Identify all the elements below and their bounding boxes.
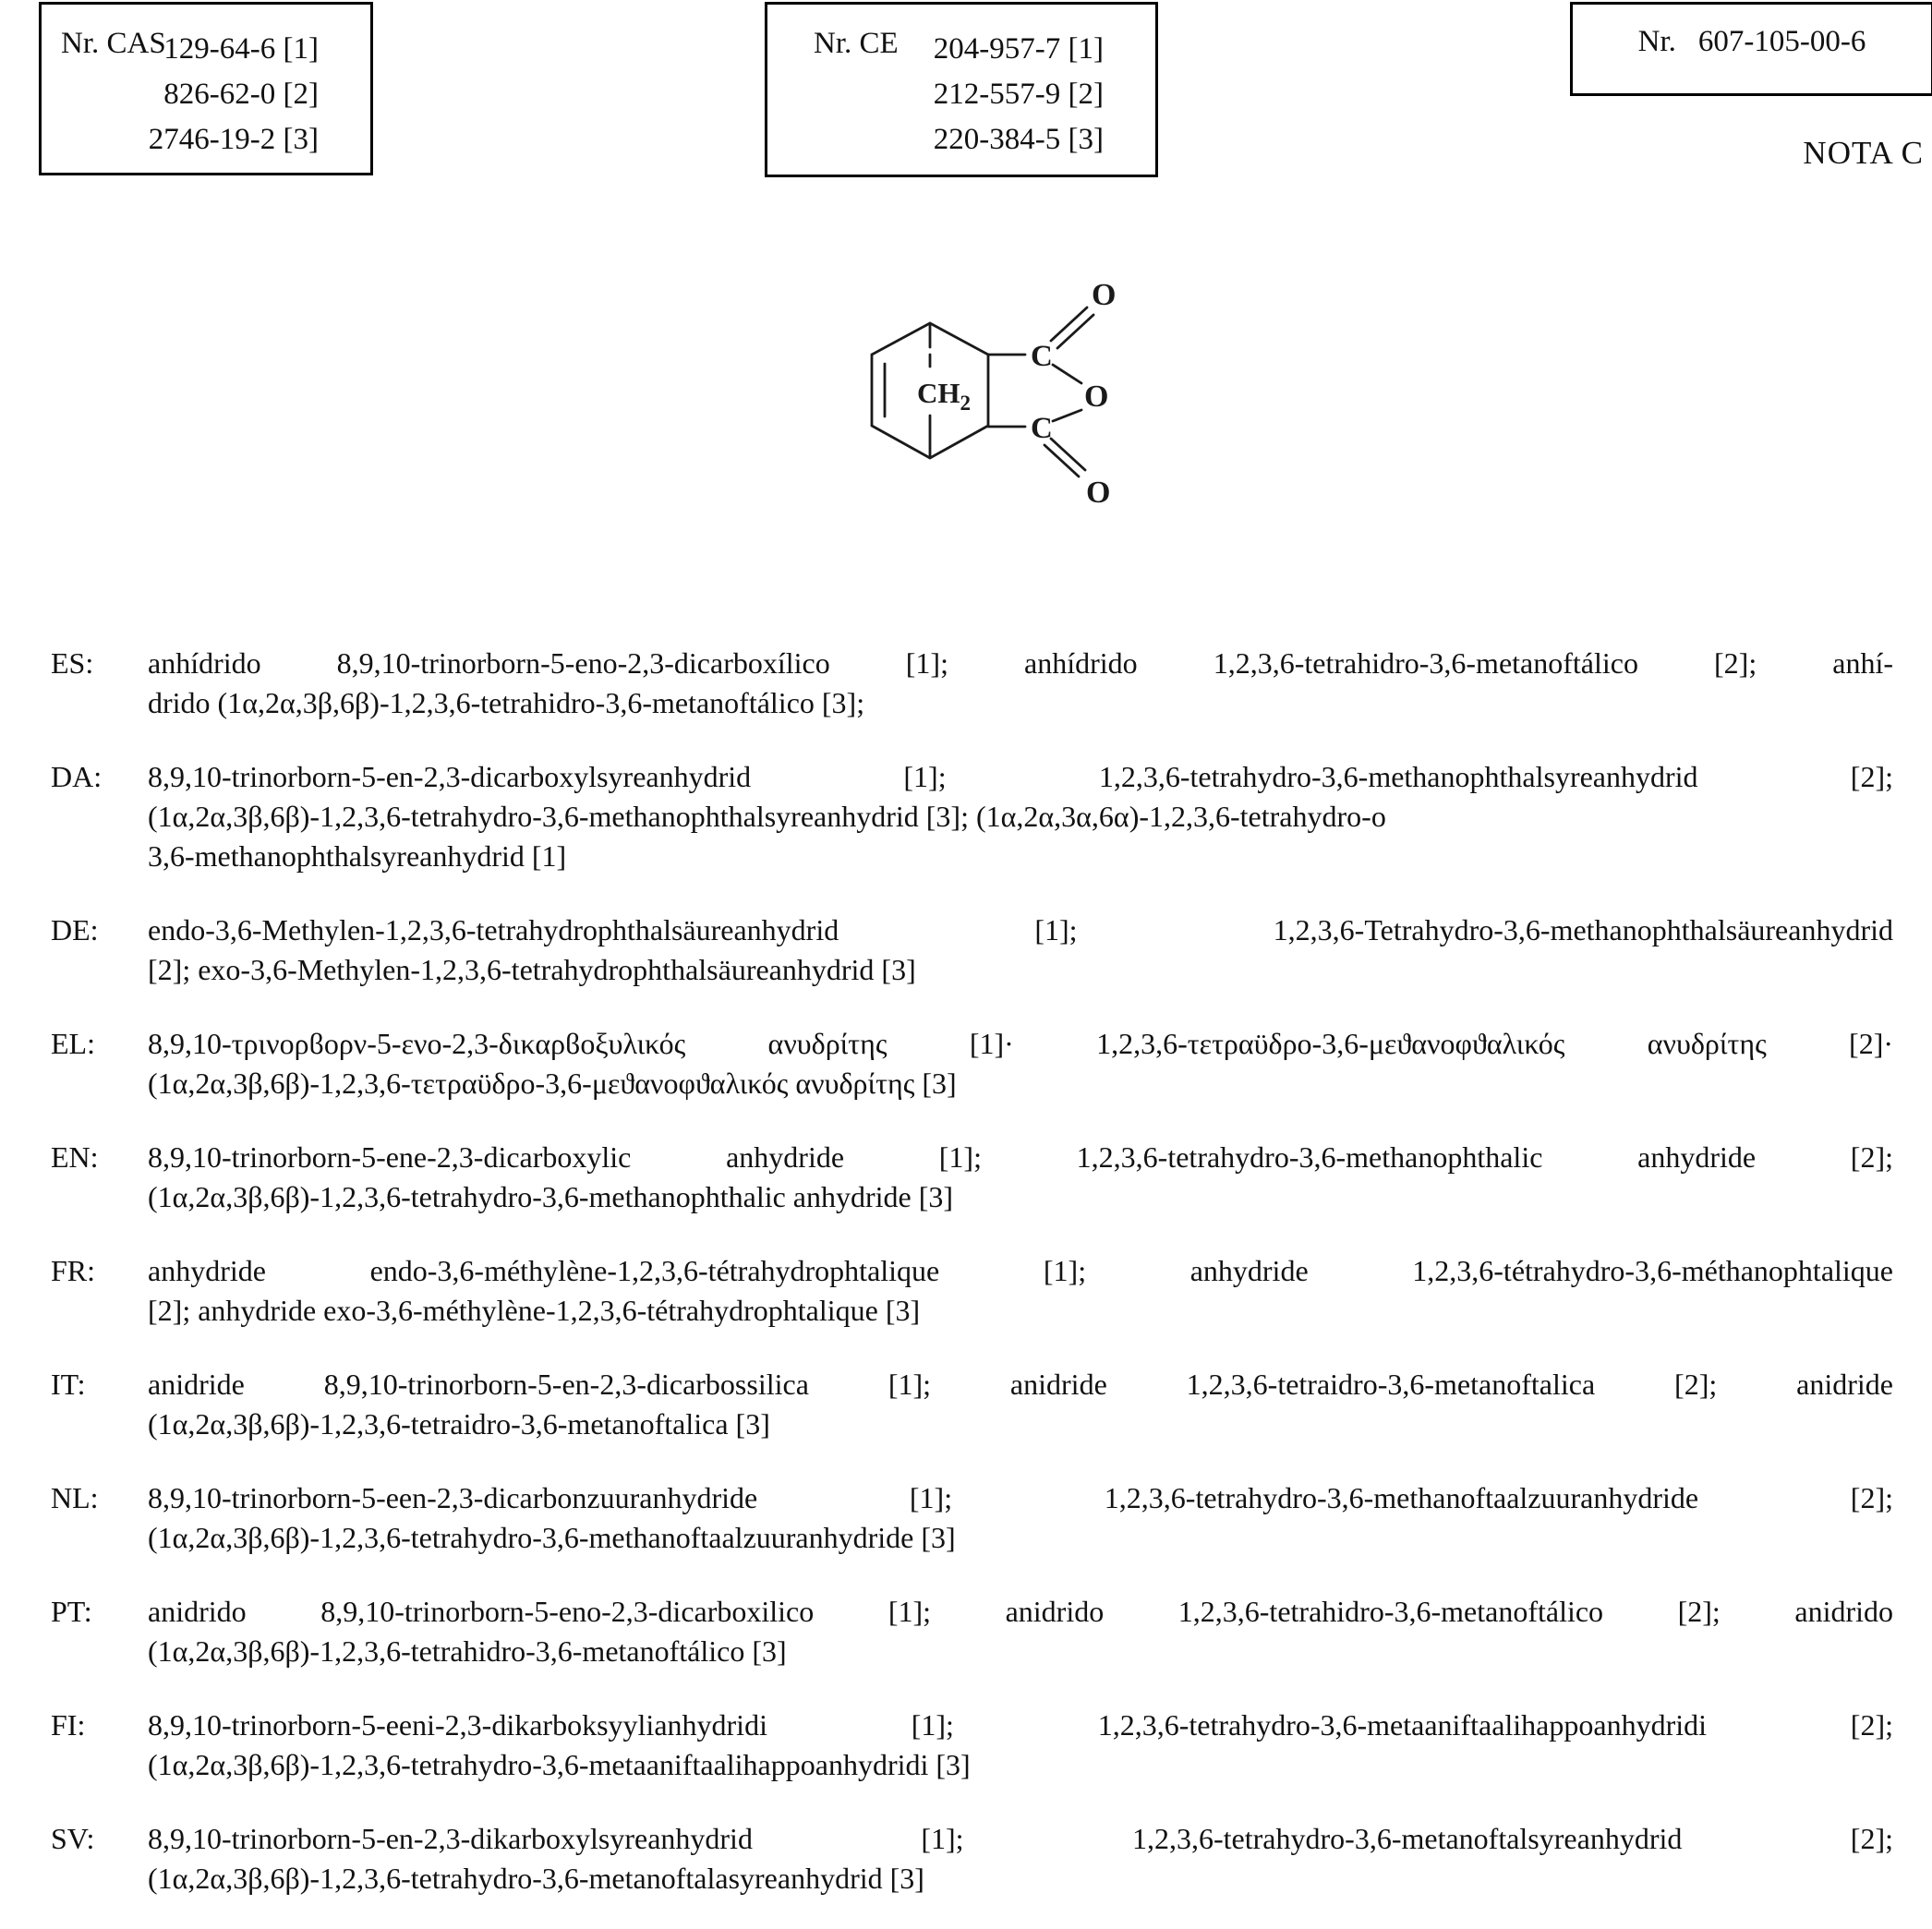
cas-value-3: 2746-19-2 [3] xyxy=(148,123,319,156)
language-code: EN: xyxy=(51,1140,99,1174)
language-code: PT: xyxy=(51,1595,92,1628)
structure-drawing-icon xyxy=(813,257,1182,534)
entry-it xyxy=(51,1365,1893,1444)
ce-number-box xyxy=(765,2,1158,177)
c-top-o-bond xyxy=(1053,365,1081,383)
atom-o-bottom: O xyxy=(1086,476,1111,510)
index-number-box xyxy=(1570,2,1932,96)
atom-c-bottom: C xyxy=(1031,412,1053,445)
atom-o-top: O xyxy=(1092,278,1117,312)
ce-label: Nr. CE xyxy=(814,27,899,60)
entry-de xyxy=(51,910,1893,990)
index-number xyxy=(1573,25,1931,59)
entry-line: (1α,2α,3β,6β)-1,2,3,6-tetrahidro-3,6-metanoftálico [3] xyxy=(148,1634,787,1668)
entry-sv xyxy=(51,1819,1893,1899)
language-code: SV: xyxy=(51,1822,95,1855)
cas-number-box xyxy=(39,2,373,175)
entry-nl xyxy=(51,1478,1893,1558)
entry-line: 8,9,10-τρινορϐορν-5-ενο-2,3-δικαρϐοξυλικός ανυδρίτης [1]· 1,2,3,6-τετραϋδρο-3,6-μεϑανοφϑαλικός ανυδρίτης [2]· xyxy=(148,1027,1893,1060)
ce-value-3: 220-384-5 [3] xyxy=(933,123,1104,156)
language-entries xyxy=(51,644,1893,1929)
cas-values xyxy=(149,27,319,163)
index-value: 607-105-00-6 xyxy=(1697,25,1866,58)
entry-line: drido (1α,2α,3β,6β)-1,2,3,6-tetrahidro-3,6-metanoftálico [3]; xyxy=(148,686,865,719)
entry-line: anidrido 8,9,10-trinorborn-5-eno-2,3-dicarboxilico [1]; anidrido 1,2,3,6-tetrahidro-3,6-metanoftálico [2]; anidrido xyxy=(148,1595,1893,1628)
entry-line: anidride 8,9,10-trinorborn-5-en-2,3-dicarbossilica [1]; anidride 1,2,3,6-tetraidro-3,6-metanoftalica [2]; anidride xyxy=(148,1368,1893,1401)
cas-value-2: 826-62-0 [2] xyxy=(163,78,319,111)
language-code: ES: xyxy=(51,646,94,680)
ce-value-2: 212-557-9 [2] xyxy=(933,78,1104,111)
entry-el xyxy=(51,1024,1893,1103)
entry-line: [2]; exo-3,6-Methylen-1,2,3,6-tetrahydrophthalsäureanhydrid [3] xyxy=(148,953,916,986)
language-code: DE: xyxy=(51,913,99,946)
ce-values xyxy=(934,27,1104,163)
language-code: FI: xyxy=(51,1708,86,1742)
entry-line: 3,6-methanophthalsyreanhydrid [1] xyxy=(148,839,567,873)
ch2-bridge-label: $CH_2$ xyxy=(917,377,971,415)
entry-pt xyxy=(51,1592,1893,1671)
entry-line: endo-3,6-Methylen-1,2,3,6-tetrahydrophthalsäureanhydrid [1]; 1,2,3,6-Tetrahydro-3,6-methanophthalsäureanhydrid xyxy=(148,913,1893,946)
o-c-bottom-bond xyxy=(1053,410,1081,421)
cas-value-1: 129-64-6 [1] xyxy=(163,32,319,66)
entry-line: (1α,2α,3β,6β)-1,2,3,6-τετραϋδρο-3,6-μεϑανοφϑαλικός ανυδρίτης [3] xyxy=(148,1067,957,1100)
entry-en xyxy=(51,1138,1893,1217)
language-code: EL: xyxy=(51,1027,95,1060)
entry-line: (1α,2α,3β,6β)-1,2,3,6-tetrahydro-3,6-methanoftaalzuuranhydride [3] xyxy=(148,1521,956,1554)
entry-line: 8,9,10-trinorborn-5-en-2,3-dicarboxylsyreanhydrid [1]; 1,2,3,6-tetrahydro-3,6-methanophthalsyreanhydrid [2]; xyxy=(148,760,1893,793)
entry-line: anhydride endo-3,6-méthylène-1,2,3,6-tétrahydrophtalique [1]; anhydride 1,2,3,6-tétrahydro-3,6-méthanophtalique xyxy=(148,1254,1893,1287)
entry-line: (1α,2α,3β,6β)-1,2,3,6-tetrahydro-3,6-methanophthalsyreanhydrid [3]; (1α,2α,3α,6α)-1,2,3,6-tetrahydro-o xyxy=(148,800,1386,833)
language-code: IT: xyxy=(51,1368,86,1401)
entry-da xyxy=(51,757,1893,876)
entry-line: (1α,2α,3β,6β)-1,2,3,6-tetrahydro-3,6-metanoftalasyreanhydrid [3] xyxy=(148,1862,924,1895)
atom-o-mid: O xyxy=(1084,380,1109,414)
entry-fi xyxy=(51,1706,1893,1785)
entry-line: 8,9,10-trinorborn-5-eeni-2,3-dikarboksyylianhydridi [1]; 1,2,3,6-tetrahydro-3,6-metaaniftaalihappoanhydridi [2]; xyxy=(148,1708,1893,1742)
cas-label: Nr. CAS xyxy=(61,27,166,60)
index-label: Nr. xyxy=(1637,25,1676,58)
entry-line: (1α,2α,3β,6β)-1,2,3,6-tetrahydro-3,6-metaaniftaalihappoanhydridi [3] xyxy=(148,1748,971,1781)
atom-c-top: C xyxy=(1031,340,1053,373)
language-code: DA: xyxy=(51,760,103,793)
entry-line: (1α,2α,3β,6β)-1,2,3,6-tetrahydro-3,6-methanophthalic anhydride [3] xyxy=(148,1180,954,1213)
entry-line: 8,9,10-trinorborn-5-ene-2,3-dicarboxylic anhydride [1]; 1,2,3,6-tetrahydro-3,6-methanophthalic anhydride [2]; xyxy=(148,1140,1893,1174)
entry-line: anhídrido 8,9,10-trinorborn-5-eno-2,3-dicarboxílico [1]; anhídrido 1,2,3,6-tetrahidro-3,6-metanoftálico [2]; anhí- xyxy=(148,646,1893,680)
nota-c-label: NOTA C xyxy=(1803,135,1924,171)
language-code: NL: xyxy=(51,1481,99,1514)
chemical-structure xyxy=(813,257,1182,534)
ce-value-1: 204-957-7 [1] xyxy=(933,32,1104,66)
entry-line: 8,9,10-trinorborn-5-een-2,3-dicarbonzuuranhydride [1]; 1,2,3,6-tetrahydro-3,6-methanoftaalzuuranhydride [2]; xyxy=(148,1481,1893,1514)
entry-line: [2]; anhydride exo-3,6-méthylène-1,2,3,6-tétrahydrophtalique [3] xyxy=(148,1294,921,1327)
entry-line: (1α,2α,3β,6β)-1,2,3,6-tetraidro-3,6-metanoftalica [3] xyxy=(148,1407,770,1441)
entry-fr xyxy=(51,1251,1893,1331)
entry-line: 8,9,10-trinorborn-5-en-2,3-dikarboxylsyreanhydrid [1]; 1,2,3,6-tetrahydro-3,6-metanoftalsyreanhydrid [2]; xyxy=(148,1822,1893,1855)
entry-es xyxy=(51,644,1893,723)
language-code: FR: xyxy=(51,1254,96,1287)
